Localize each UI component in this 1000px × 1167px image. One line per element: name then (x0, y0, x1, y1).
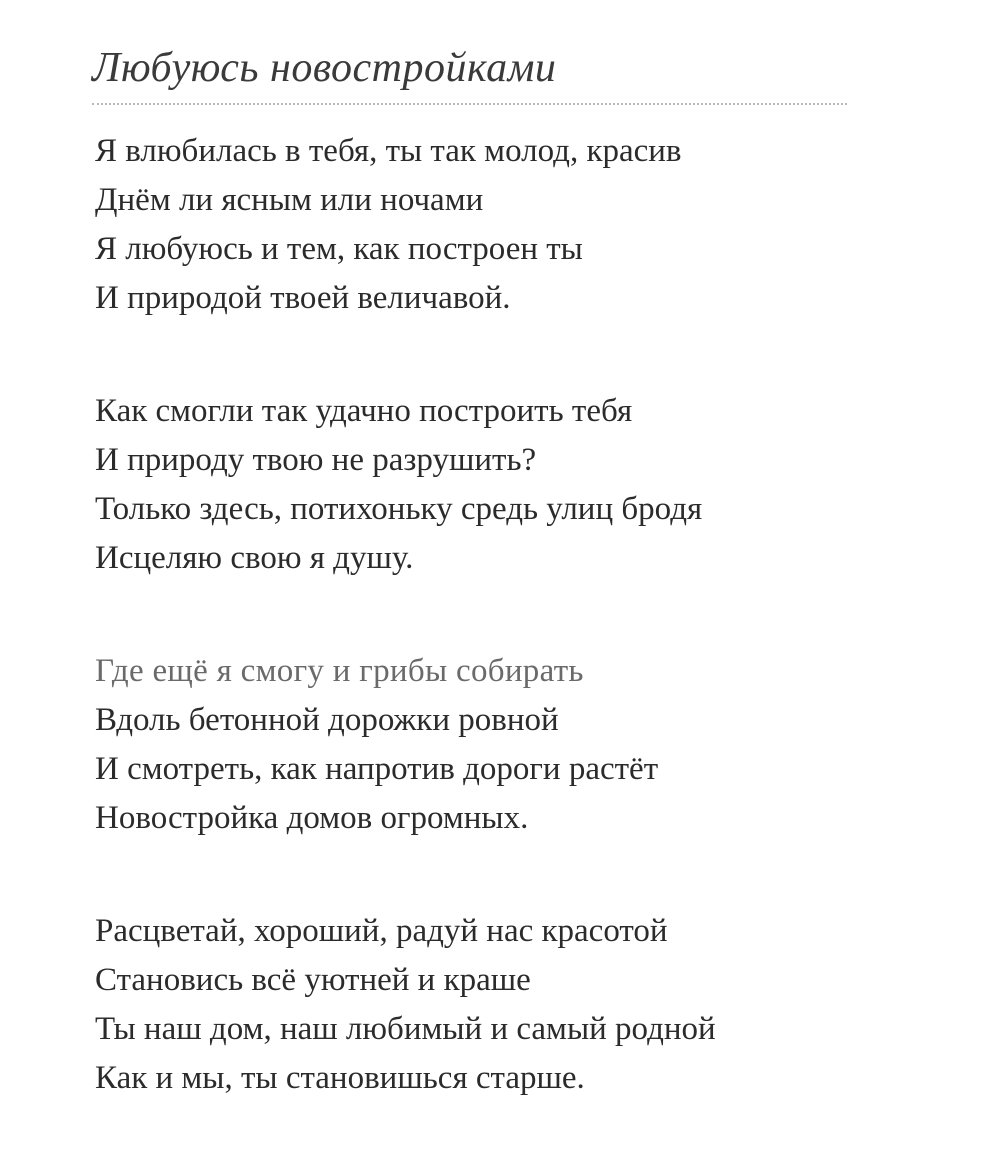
poem-line: Новостройка домов огромных. (95, 800, 529, 836)
poem-line: И смотреть, как напротив дороги растёт (95, 751, 659, 787)
title-divider (92, 103, 847, 105)
stanza-4 (95, 907, 955, 1103)
poem-line: И природу твою не разрушить? (95, 442, 537, 478)
poem-line: И природой твоей величавой. (95, 280, 511, 316)
poem-line: Я любуюсь и тем, как построен ты (95, 231, 583, 267)
poem-line: Как смогли так удачно построить тебя (95, 393, 633, 429)
poem-line: Только здесь, потихоньку средь улиц бродя (95, 491, 703, 527)
poem-line: Ты наш дом, наш любимый и самый родной (95, 1011, 716, 1047)
poem-line: Днём ли ясным или ночами (95, 182, 484, 218)
poem-line: Становись всё уютней и краше (95, 962, 531, 998)
poem-title: Любуюсь новостройками (92, 45, 557, 91)
poem-line: Расцветай, хороший, радуй нас красотой (95, 913, 668, 949)
poem-line: Где ещё я смогу и грибы собирать (95, 653, 584, 689)
stanza-2 (95, 387, 955, 583)
stanza-3 (95, 647, 955, 843)
poem-line: Как и мы, ты становишься старше. (95, 1060, 585, 1096)
poem-body (95, 127, 955, 1167)
stanza-1 (95, 127, 955, 323)
poem-line: Я влюбилась в тебя, ты так молод, красив (95, 133, 682, 169)
poem-line: Исцеляю свою я душу. (95, 540, 414, 576)
poem-line: Вдоль бетонной дорожки ровной (95, 702, 559, 738)
